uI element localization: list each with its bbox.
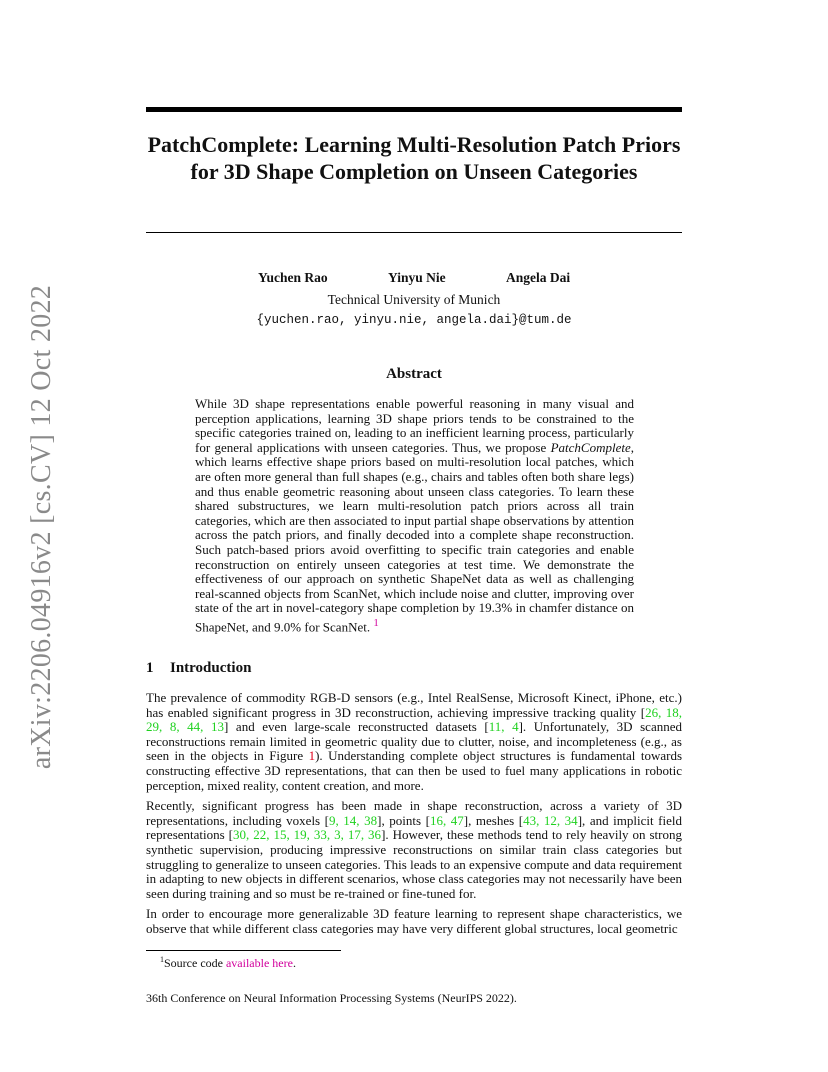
author-3: Angela Dai: [506, 270, 571, 285]
source-code-link[interactable]: available here: [225, 956, 293, 970]
citation-link[interactable]: 16, 47: [429, 812, 464, 828]
arxiv-stamp-text: arXiv:2206.04916v2 [cs.CV] 12 Oct 2022: [26, 284, 57, 770]
author-emails: {yuchen.rao, yinyu.nie, angela.dai}@tum.de: [256, 313, 572, 327]
title-bottom-rule: [146, 232, 682, 233]
title-top-rule: [146, 107, 682, 112]
method-name: PatchComplete: [550, 439, 631, 455]
citation-link[interactable]: 43, 12, 34: [523, 812, 578, 828]
citation-link[interactable]: 9, 14, 38: [329, 812, 378, 828]
paper-title: PatchComplete: Learning Multi-Resolution Patch Priors for 3D Shape Completion on Unseen Categories: [147, 132, 681, 184]
figure-ref-link[interactable]: 1: [308, 748, 316, 764]
footnote: $^1$Source code available here.: [160, 955, 296, 970]
paragraph-2: Recently, significant progress has been made in shape reconstruction, across a variety of 3D representations, including voxels [9, 14, 38], points [16, 47], meshes [43, 12, 34], and implicit field representations [30, 22, 15, 19, 33, 3, 17, 36]. However, these methods tend to rely heavily on strong synthetic supervision, producing impressive reconstructions on similar train class categories but struggling to generalize to unseen categories. This leads to an expensive compute and data requirement in adapting to new objects in different scenarios, whose class categories may not necessarily have been seen during training and so must be re-trained or fine-tuned for.: [146, 798, 683, 901]
introduction-body: [146, 691, 682, 943]
footnote-mark: 1: [160, 955, 164, 964]
author-1: Yuchen Rao: [258, 270, 328, 285]
abstract-heading: Abstract: [386, 366, 442, 382]
footnote-rule: [146, 950, 341, 951]
citation-link[interactable]: 30, 22, 15, 19, 33, 3, 17, 36: [233, 827, 382, 843]
abstract-text: While 3D shape representations enable powerful reasoning in many visual and perception applications, learning 3D shape priors tends to be constrained to the specific categories trained on, leading to an inefficient learning process, particularly for general applications with unseen categories. Thus, we propose PatchComplete, which learns effective shape priors based on multi-resolution local patches, which are often more general than full shapes (e.g., chairs and tables often both share legs) and thus enable geometric reasoning about unseen class categories. To learn these shared substructures, we learn multi-resolution patch priors across all train categories, which are then associated to input partial shape observations by attention across the patch priors, and finally decoded into a complete shape reconstruction. Such patch-based priors avoid overfitting to specific train categories and enable reconstruction on entirely unseen categories at test time. We demonstrate the effectiveness of our approach on synthetic ShapeNet data as well as challenging real-scanned objects from ScanNet, which include noise and clutter, improving over state of the art in novel-category shape completion by 19.3% in chamfer distance on ShapeNet, and 9.0% for ScanNet. $^1$: [195, 396, 634, 635]
author-2: Yinyu Nie: [388, 270, 446, 285]
section-number: 1: [146, 660, 154, 676]
footnote-ref[interactable]: 1: [373, 616, 379, 629]
section-title: Introduction: [170, 660, 252, 676]
paragraph-3: In order to encourage more generalizable 3D feature learning to represent shape characteristics, we observe that while different class categories may have very different global structures, local geometric: [146, 906, 682, 936]
affiliation: Technical University of Munich: [327, 292, 501, 307]
citation-link[interactable]: 26, 18, 29, 8, 44, 13: [146, 704, 683, 735]
author-list: [146, 270, 682, 288]
paragraph-1: The prevalence of commodity RGB-D sensors (e.g., Intel RealSense, Microsoft Kinect, iPhone, etc.) has enabled significant progress in 3D reconstruction, achieving impressive tracking quality [26, 18, 29, 8, 44, 13] and even large-scale reconstructed datasets [11, 4]. Unfortunately, 3D scanned reconstructions remain limited in geometric quality due to clutter, noise, and incompleteness (e.g., as seen in the objects in Figure 1). Understanding complete object structures is fundamental towards constructing effective 3D representations, that can then be used to fuel many applications in robotic perception, mixed reality, content creation, and more.: [146, 690, 683, 793]
section-heading-introduction: [146, 660, 251, 677]
citation-link[interactable]: 11, 4: [488, 719, 519, 735]
conference-note: 36th Conference on Neural Information Processing Systems (NeurIPS 2022).: [146, 991, 517, 1005]
